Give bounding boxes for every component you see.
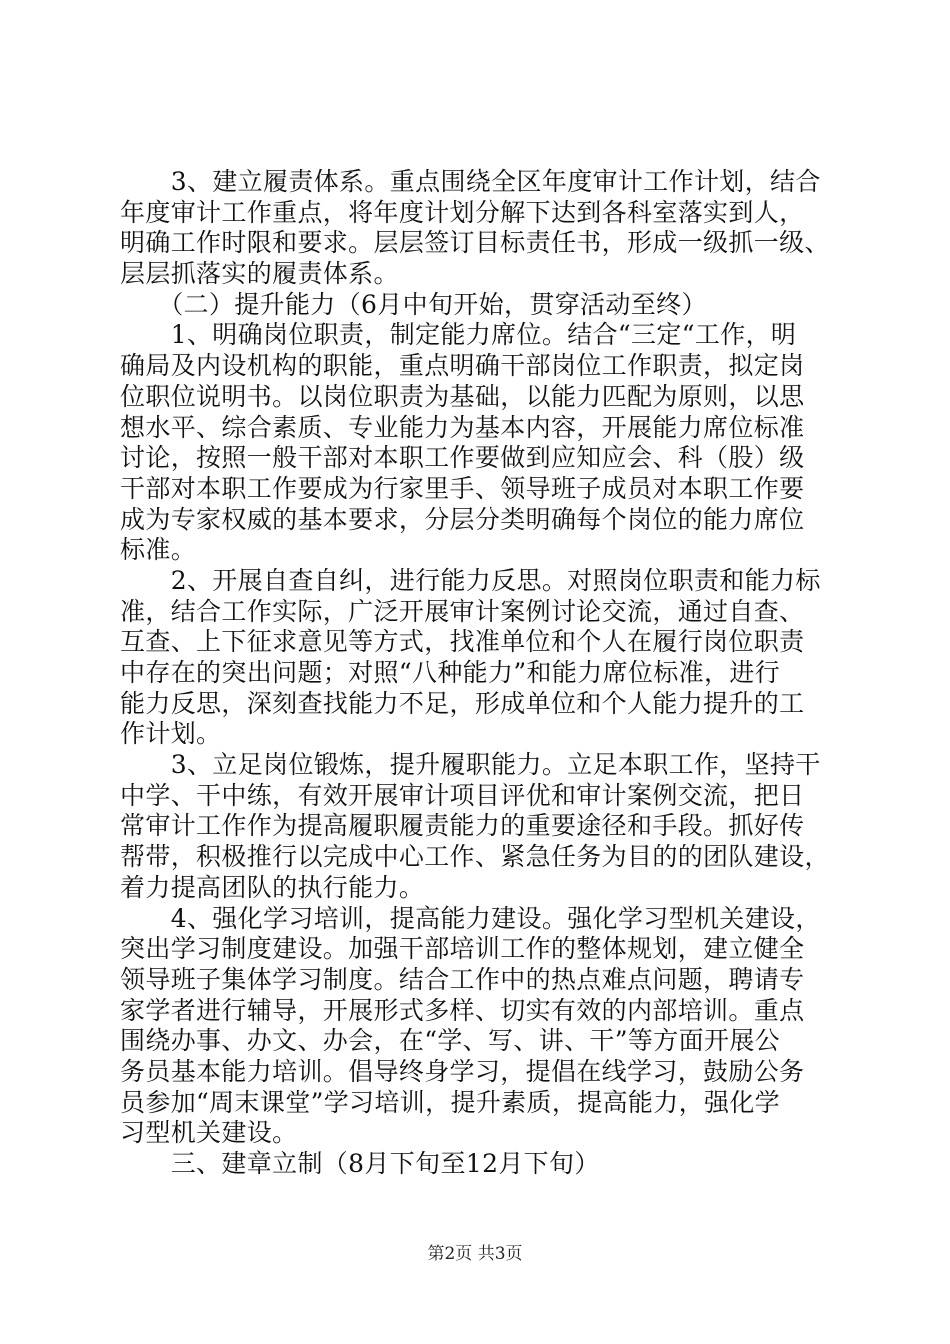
text-line: 围绕办事、办文、办会，在“学、写、讲、干”等方面开展公 [120, 1026, 781, 1056]
section-heading: 三、建章立制（8月下旬至12月下旬） [120, 1149, 600, 1178]
text-line: 着力提高团队的执行能力。 [120, 872, 425, 902]
text-line: 互查、上下征求意见等方式，找准单位和个人在履行岗位职责 [120, 627, 805, 657]
text-line: 确局及内设机构的职能，重点明确干部岗位工作职责，拟定岗 [120, 351, 805, 381]
text-line: 标准。 [120, 535, 197, 565]
text-line: 家学者进行辅导，开展形式多样、切实有效的内部培训。重点 [120, 995, 805, 1025]
text-line: 习型机关建设。 [120, 1118, 298, 1148]
text-line: 层层抓落实的履责体系。 [120, 259, 399, 289]
section-heading: （二）提升能力（6月中旬开始，贯穿活动至终） [120, 289, 707, 319]
text-line: 1、明确岗位职责，制定能力席位。结合“三定“工作，明 [120, 320, 797, 350]
text-line: 想水平、综合素质、专业能力为基本内容，开展能力席位标准 [120, 412, 805, 442]
text-line: 成为专家权威的基本要求，分层分类明确每个岗位的能力席位 [120, 504, 805, 534]
text-line: 中存在的突出问题；对照“八种能力”和能力席位标准，进行 [120, 658, 781, 687]
text-line: 年度审计工作重点，将年度计划分解下达到各科室落实到人， [120, 197, 805, 227]
text-line: 常审计工作作为提高履职履责能力的重要途径和手段。抓好传 [120, 811, 805, 841]
text-line: 3、立足岗位锻炼，提升履职能力。立足本职工作，坚持干 [120, 750, 821, 780]
text-line: 中学、干中练，有效开展审计项目评优和审计案例交流，把日 [120, 780, 805, 810]
text-line: 能力反思，深刻查找能力不足，形成单位和个人能力提升的工 [120, 688, 805, 718]
text-line: 帮带，积极推行以完成中心工作、紧急任务为目的的团队建设， [120, 842, 830, 872]
text-line: 领导班子集体学习制度。结合工作中的热点难点问题，聘请专 [120, 964, 805, 994]
text-line: 讨论，按照一般干部对本职工作要做到应知应会、科（股）级 [120, 443, 805, 473]
text-line: 作计划。 [120, 719, 222, 749]
text-line: 准，结合工作实际，广泛开展审计案例讨论交流，通过自查、 [120, 596, 805, 626]
text-line: 4、强化学习培训，提高能力建设。强化学习型机关建设， [120, 903, 821, 933]
text-line: 务员基本能力培训。倡导终身学习，提倡在线学习，鼓励公务 [120, 1056, 805, 1086]
text-line: 突出学习制度建设。加强干部培训工作的整体规划，建立健全 [120, 934, 805, 964]
text-line: 员参加“周末课堂”学习培训，提升素质，提高能力，强化学 [120, 1087, 781, 1117]
text-line: 2、开展自查自纠，进行能力反思。对照岗位职责和能力标 [120, 565, 821, 595]
document-body [120, 167, 832, 1180]
text-line: 3、建立履责体系。重点围绕全区年度审计工作计划，结合 [120, 167, 821, 196]
text-line: 干部对本职工作要成为行家里手、领导班子成员对本职工作要 [120, 473, 805, 503]
text-line: 明确工作时限和要求。层层签订目标责任书，形成一级抓一级、 [120, 228, 830, 258]
page-number-footer: 第2页 共3页 [427, 1244, 523, 1264]
text-line: 位职位说明书。以岗位职责为基础，以能力匹配为原则，以思 [120, 381, 805, 411]
